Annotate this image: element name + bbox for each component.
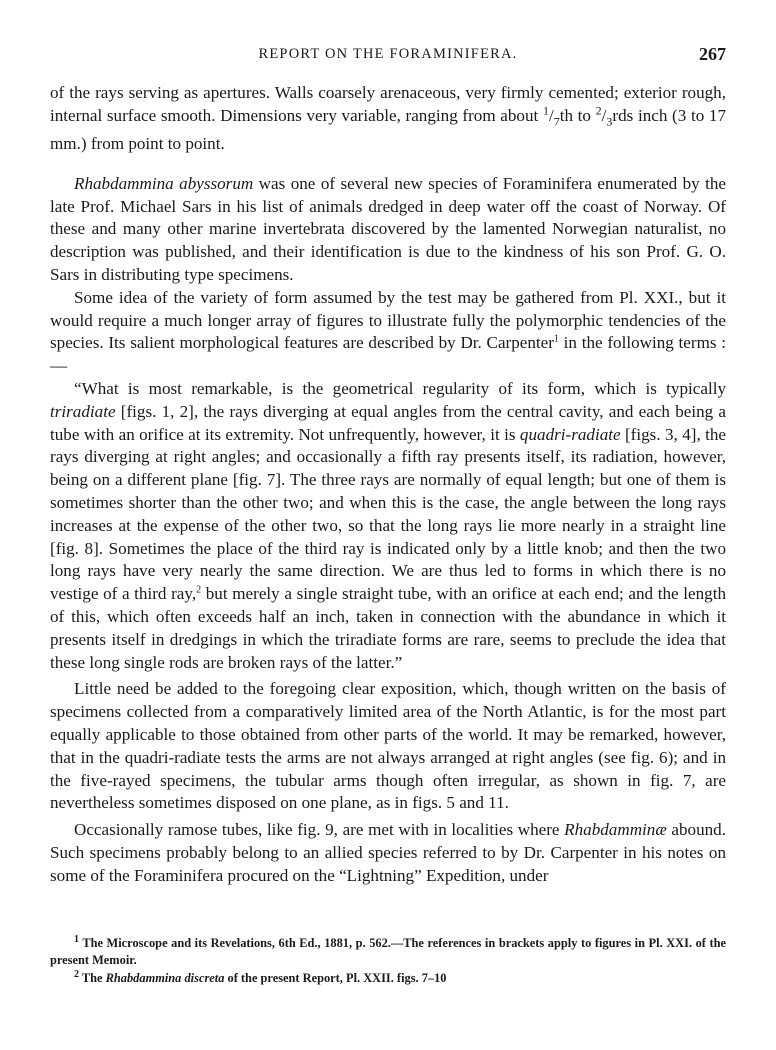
body-text: [50, 82, 726, 888]
footnote-ref: 2: [196, 584, 202, 596]
running-header: [50, 42, 726, 70]
paragraph: Occasionally ramose tubes, like fig. 9, are met with in localities where Rhabdamminæ abound. Such specimens probably belong to an allied species referred to by Dr. Carpenter in his notes on some of the Foraminifera procured on the “Lightning” Expedition, under: [50, 820, 726, 885]
page-number: 267: [699, 44, 726, 64]
footnote-ref: 1: [553, 333, 559, 345]
footnote-2: $^2$ The Rhabdammina discreta of the present Report, Pl. XXII. figs. 7–10: [74, 968, 447, 985]
paragraph: Some idea of the variety of form assumed by the test may be gathered from Pl. XXI., but it would require a much longer array of figures to illustrate fully the polymorphic tendencies of the species. Its salient morphological features are described by Dr. Carpenter$^1$ in the following terms :—: [50, 287, 726, 376]
footnote-1: $^1$ The Microscope and its Revelations, 6th Ed., 1881, p. 562.—The references in brackets apply to figures in Pl. XXI. of the present Memoir.: [50, 933, 726, 968]
genus-name: Rhabdamminæ: [564, 820, 667, 840]
fraction-numerator: 2: [595, 103, 602, 118]
block-quote: “What is most remarkable, is the geometrical regularity of its form, which is typically triradiate [figs. 1, 2], the rays diverging at equal angles from the central cavity, and each being a tube with an orifice at its extremity. Not unfrequently, however, it is quadri-radiate [figs. 3, 4], the rays diverging at right angles; and occasionally a fifth ray presents itself, its radiation, however, being on a different plane [fig. 7]. The three rays are normally of equal length; but one of them is sometimes shorter than the other two; and when this is the case, the angle between the long rays increases at the expense of the other two, so that the long rays lie more nearly in a straight line [fig. 8]. Sometimes the place of the third ray is indicated only by a little knob; and then the two long rays have very nearly the same direction. We are thus led to forms in which there is no vestige of a third ray,$^2$ but merely a single straight tube, with an orifice at each end; and the length of this, which often exceeds half an inch, taken in connection with the abundance in which it presents itself in dredgings in which the triradiate forms are rare, seems to preclude the idea that these long single rods are broken rays of the latter.”: [50, 378, 726, 672]
fraction-denominator: 7: [553, 114, 560, 129]
species-name: Rhabdammina abyssorum: [74, 173, 254, 193]
paragraph: Rhabdammina abyssorum was one of several new species of Foraminifera enumerated by the late Prof. Michael Sars in his list of animals dredged in deep water off the coast of Norway. Of these and many other marine invertebrata discovered by the lamented Norwegian naturalist, no description was published, and their identification is due to the kindness of his son Prof. G. O. Sars in distributing type specimens.: [50, 173, 726, 284]
fraction-numerator: 1: [542, 103, 549, 118]
paragraph-continued: of the rays serving as apertures. Walls coarsely arenaceous, very firmly cemented; exterior rough, internal surface smooth. Dimensions very variable, ranging from about $^1/_7th$ to $^2/_3rds$ inch (3 to 17 mm.) from point to point.: [50, 83, 727, 153]
running-title: REPORT ON THE FORAMINIFERA.: [258, 46, 518, 62]
paragraph: Little need be added to the foregoing clear exposition, which, though written on the basis of specimens collected from a comparatively limited area of the North Atlantic, is for the most part equally applicable to those obtained from other parts of the world. It may be remarked, however, that in the quadri-radiate tests the arms are not always arranged at right angles (see fig. 6); and in the five-rayed specimens, the tubular arms though often irregular, as shown in fig. 7, are nevertheless sometimes disposed on one plane, as in figs. 5 and 11.: [50, 679, 726, 813]
fraction-denominator: 3: [606, 114, 613, 129]
footnotes: [50, 935, 726, 987]
